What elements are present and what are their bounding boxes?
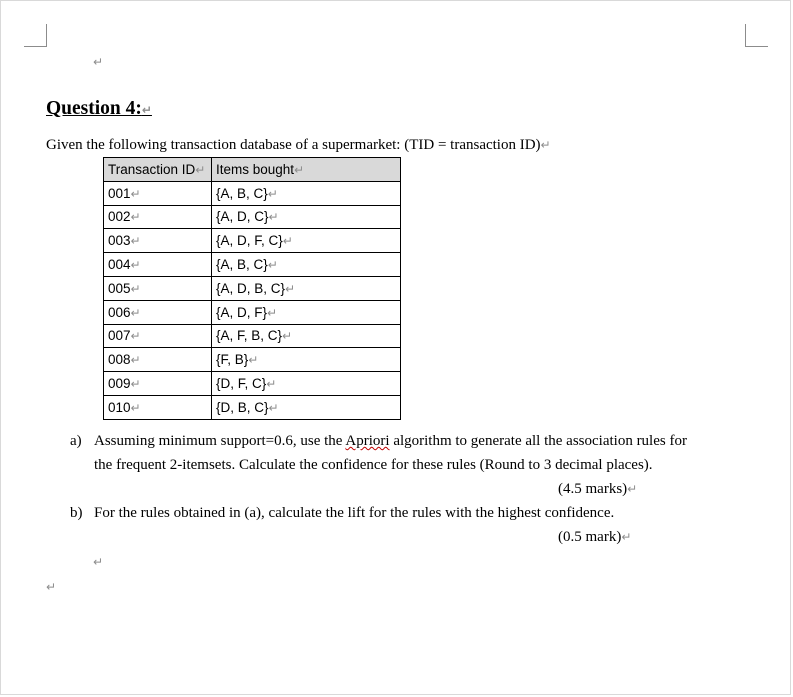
- cell-transaction-id: 006↵: [104, 300, 212, 324]
- part-b-label: b): [70, 505, 83, 521]
- part-a-label: a): [70, 433, 82, 449]
- cell-items-bought: {A, D, F}↵: [212, 300, 401, 324]
- table-row: [104, 395, 401, 419]
- cell-transaction-id: 005↵: [104, 276, 212, 300]
- part-a-line2: the frequent 2-itemsets. Calculate the confidence for these rules (Round to 3 decimal places).: [94, 457, 653, 473]
- part-b-marks: (0.5 mark)↵: [558, 529, 632, 545]
- cell-items-bought: {A, D, C}↵: [212, 205, 401, 229]
- part-a-marks: (4.5 marks)↵: [558, 481, 638, 497]
- table-row: [104, 229, 401, 253]
- cell-items-bought: {A, B, C}↵: [212, 181, 401, 205]
- transaction-table: [103, 157, 401, 420]
- margin-corner-top-right: [745, 24, 768, 47]
- cell-items-bought: {A, D, B, C}↵: [212, 276, 401, 300]
- cell-transaction-id: 002↵: [104, 205, 212, 229]
- cell-items-bought: {A, F, B, C}↵: [212, 324, 401, 348]
- table-row: [104, 181, 401, 205]
- paragraph-mark: ↵: [540, 138, 551, 152]
- question-title: Question 4:↵: [46, 98, 152, 119]
- table-row: [104, 324, 401, 348]
- cell-transaction-id: 008↵: [104, 348, 212, 372]
- cell-items-bought: {D, F, C}↵: [212, 372, 401, 396]
- cell-items-bought: {D, B, C}↵: [212, 395, 401, 419]
- table-row: [104, 253, 401, 277]
- cell-transaction-id: 003↵: [104, 229, 212, 253]
- table-row: [104, 300, 401, 324]
- table-row: [104, 372, 401, 396]
- paragraph-mark: ↵: [46, 580, 57, 594]
- intro-text: Given the following transaction database of a supermarket: (TID = transaction ID)↵: [46, 137, 551, 153]
- cell-items-bought: {A, B, C}↵: [212, 253, 401, 277]
- cell-items-bought: {F, B}↵: [212, 348, 401, 372]
- cell-transaction-id: 009↵: [104, 372, 212, 396]
- table-row: [104, 276, 401, 300]
- header-transaction-id: Transaction ID↵: [104, 158, 212, 182]
- cell-transaction-id: 004↵: [104, 253, 212, 277]
- table-row: [104, 348, 401, 372]
- spellcheck-word: Apriori: [345, 433, 390, 449]
- part-a-line1: Assuming minimum support=0.6, use the Apriori algorithm to generate all the association rules for: [94, 433, 687, 449]
- cell-transaction-id: 007↵: [104, 324, 212, 348]
- paragraph-mark: ↵: [141, 103, 152, 117]
- margin-corner-top-left: [24, 24, 47, 47]
- cell-transaction-id: 001↵: [104, 181, 212, 205]
- paragraph-mark: ↵: [93, 55, 104, 69]
- paragraph-mark: ↵: [93, 555, 104, 569]
- part-b-line1: For the rules obtained in (a), calculate the lift for the rules with the highest confidence.: [94, 505, 615, 521]
- cell-transaction-id: 010↵: [104, 395, 212, 419]
- header-items-bought: Items bought↵: [212, 158, 401, 182]
- cell-items-bought: {A, D, F, C}↵: [212, 229, 401, 253]
- table-header-row: [104, 158, 401, 182]
- table-row: [104, 205, 401, 229]
